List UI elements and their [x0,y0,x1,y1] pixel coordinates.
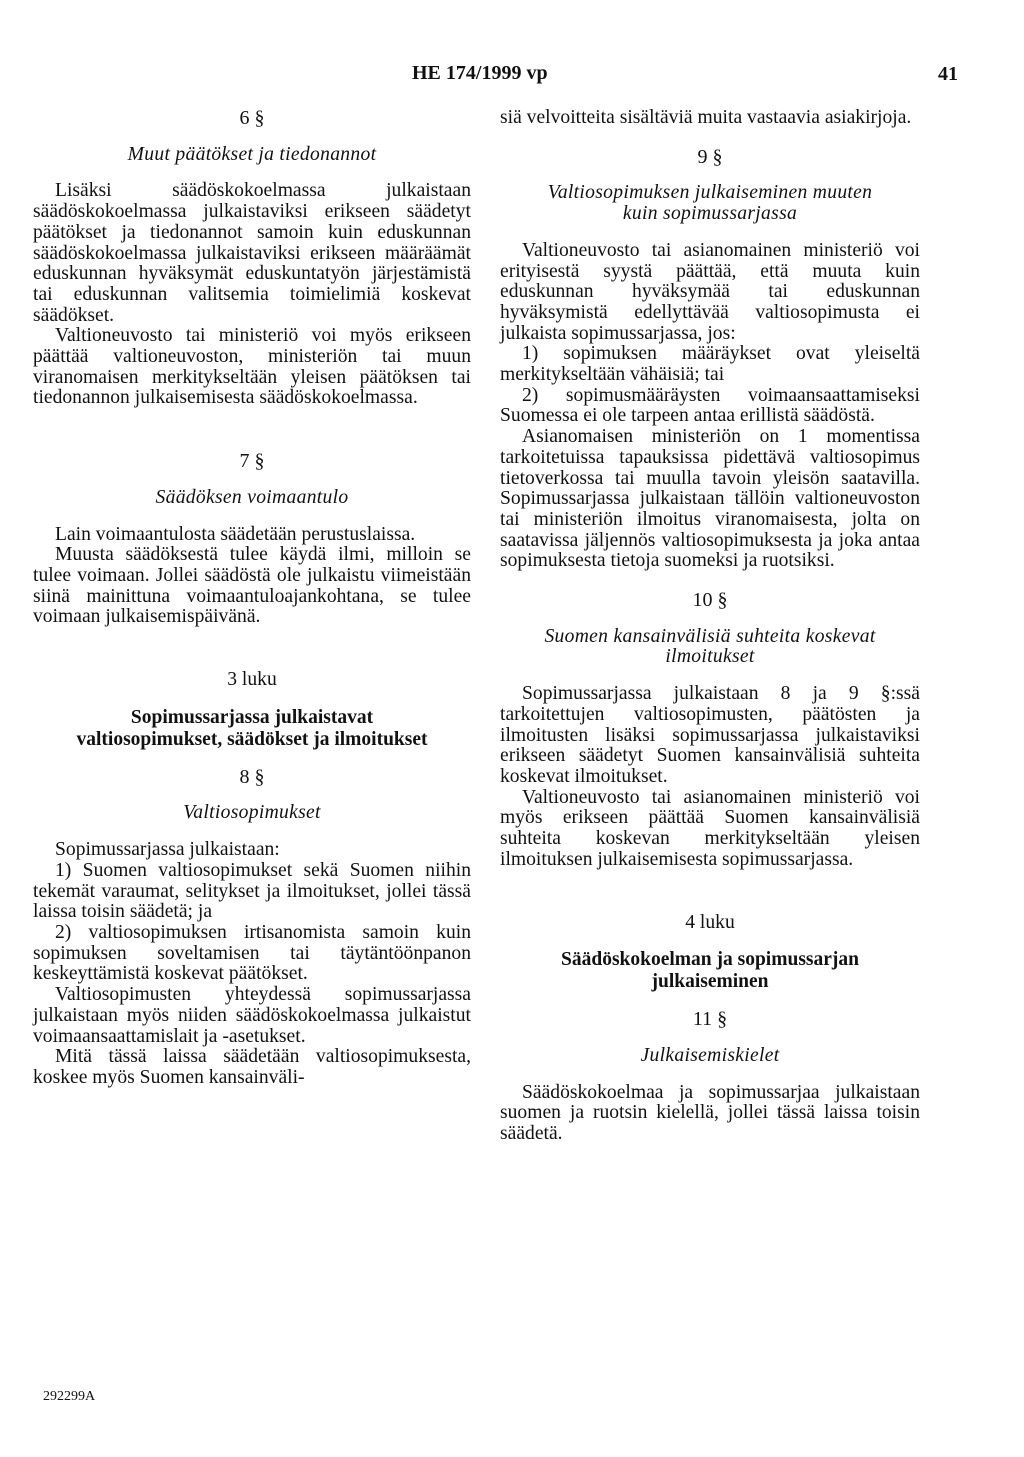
section-10-title-line-1: Suomen kansainvälisiä suhteita koskevat [544,625,876,647]
section-11-paragraph-1: Säädöskokoelmaa ja sopimussarjaa julkaistaan suomen ja ruotsin kielellä, jollei tässä laissa toisin säädetä. [500,1081,920,1145]
section-9-title-line-2: kuin sopimussarjassa [622,203,798,225]
document-reference: HE 174/1999 vp [412,62,548,84]
section-9-paragraph-1: Valtioneuvosto tai asianomainen ministeriö voi erityisestä syystä päättää, että muuta kuin eduskunnan hyväksymää tai eduskunnan hyväksymistä edellyttävää valtiosopimusta ei julkaista sopimussarjassa, jos: [500,239,920,344]
section-7-number: 7 § [239,450,265,473]
chapter-4-label: 4 luku [685,911,735,933]
section-9-paragraph-2: Asianomaisen ministeriön on 1 momentissa tarkoitetuissa tapauksissa pidettävä valtiosopimus tietoverkossa tai muulla tavoin yleisön saatavilla. Sopimussarjassa julkaistaan tällöin valtioneuvoston tai ministeriön ilmoitus viranomaisesta, jolta on saatavissa jäljennös valtiosopimuksesta ja joka antaa sopimuksesta tietoja suomeksi ja ruotsiksi. [500,426,920,572]
section-6-title: Muut päätökset ja tiedonannot [127,143,377,165]
section-9-item-1: 1) sopimuksen määräykset ovat yleiseltä merkitykseltään vähäisiä; tai [500,343,920,386]
page-number: 41 [938,63,958,85]
right-column [500,108,920,1145]
section-10-title-line-2: ilmoitukset [665,646,755,668]
chapter-3-label: 3 luku [227,669,277,691]
section-8-paragraph-2: Valtiosopimusten yhteydessä sopimussarjassa julkaistaan myös niiden säädöskokoelmassa julkaistut voimaansaattamislait ja -asetukset. [33,984,471,1047]
section-7-title: Säädöksen voimaantulo [155,486,349,508]
section-8-number: 8 § [239,765,265,788]
continuation-text: siä velvoitteita sisältäviä muita vastaavia asiakirjoja. [500,107,912,128]
section-7-paragraph-2: Muusta säädöksestä tulee käydä ilmi, milloin se tulee voimaan. Jollei säädöstä ole julkaistu viimeistään siinä mainittuna voimaantuloajankohtana, se tulee voimaan julkaisemispäivänä. [33,544,471,628]
section-8-title: Valtiosopimukset [183,802,321,824]
section-8-item-2: 2) valtiosopimuksen irtisanomista samoin kuin sopimuksen soveltamisen tai täytäntöönpanon keskeyttämistä koskevat päätökset. [33,921,471,985]
section-8-paragraph-3: Mitä tässä laissa säädetään valtiosopimuksesta, koskee myös Suomen kansainväli- [33,1046,471,1088]
section-9-number: 9 § [697,145,723,168]
section-8-paragraph-1: Sopimussarjassa julkaistaan: [55,839,280,861]
section-10-paragraph-2: Valtioneuvosto tai asianomainen ministeriö voi myös erikseen päättää Suomen kansainvälisiä suhteita koskevan merkitykseltään yleisen ilmoituksen julkaisemisesta sopimussarjassa. [500,786,920,870]
chapter-4-title-line-1: Säädöskokoelman ja sopimussarjan [561,949,859,971]
section-6-paragraph-2: Valtioneuvosto tai ministeriö voi myös erikseen päättää valtioneuvoston, ministeriön tai muun viranomaisen merkitykseltään yleisen päätöksen tai tiedonannon julkaisemisesta säädöskokoelmassa. [33,325,471,409]
section-10-paragraph-1: Sopimussarjassa julkaistaan 8 ja 9 §:ssä tarkoitettujen valtiosopimusten, päätösten ja ilmoitusten lisäksi sopimussarjassa julkaistaviksi erikseen säädetyt Suomen kansainvälisiä suhteita koskevat ilmoitukset. [500,683,920,787]
chapter-3-title-line-1: Sopimussarjassa julkaistavat [130,706,374,728]
section-9-title-line-1: Valtiosopimuksen julkaiseminen muuten [547,182,873,204]
chapter-3-title-line-2: valtiosopimukset, säädökset ja ilmoitukset [76,728,428,750]
chapter-4-title-line-2: julkaiseminen [651,971,769,993]
section-7-paragraph-1: Lain voimaantulosta säädetään perustuslaissa. [55,523,416,545]
print-code: 292299A [43,1389,96,1404]
section-8-item-1: 1) Suomen valtiosopimukset sekä Suomen niihin tekemät varaumat, selitykset ja ilmoitukset, jollei tässä laissa toisin säädetä; ja [33,859,471,923]
section-10-number: 10 § [692,589,728,612]
section-11-number: 11 § [692,1008,728,1031]
section-9-item-2: 2) sopimusmääräysten voimaansaattamiseksi Suomessa ei ole tarpeen antaa erillistä säädöstä. [500,384,920,427]
section-11-title: Julkaisemiskielet [640,1044,780,1066]
section-6-paragraph-1: Lisäksi säädöskokoelmassa julkaistaan säädöskokoelmassa julkaistaviksi erikseen säädetyt päätökset ja tiedonannot samoin kuin eduskunnan säädöskokoelmassa julkaistaviksi erikseen määräämät eduskunnan hyväksymät eduskuntatyön järjestämistä tai eduskunnan valitsemia toimielimiä koskevat säädökset. [33,180,471,326]
section-6-number: 6 § [239,107,265,129]
left-column [33,108,471,1089]
